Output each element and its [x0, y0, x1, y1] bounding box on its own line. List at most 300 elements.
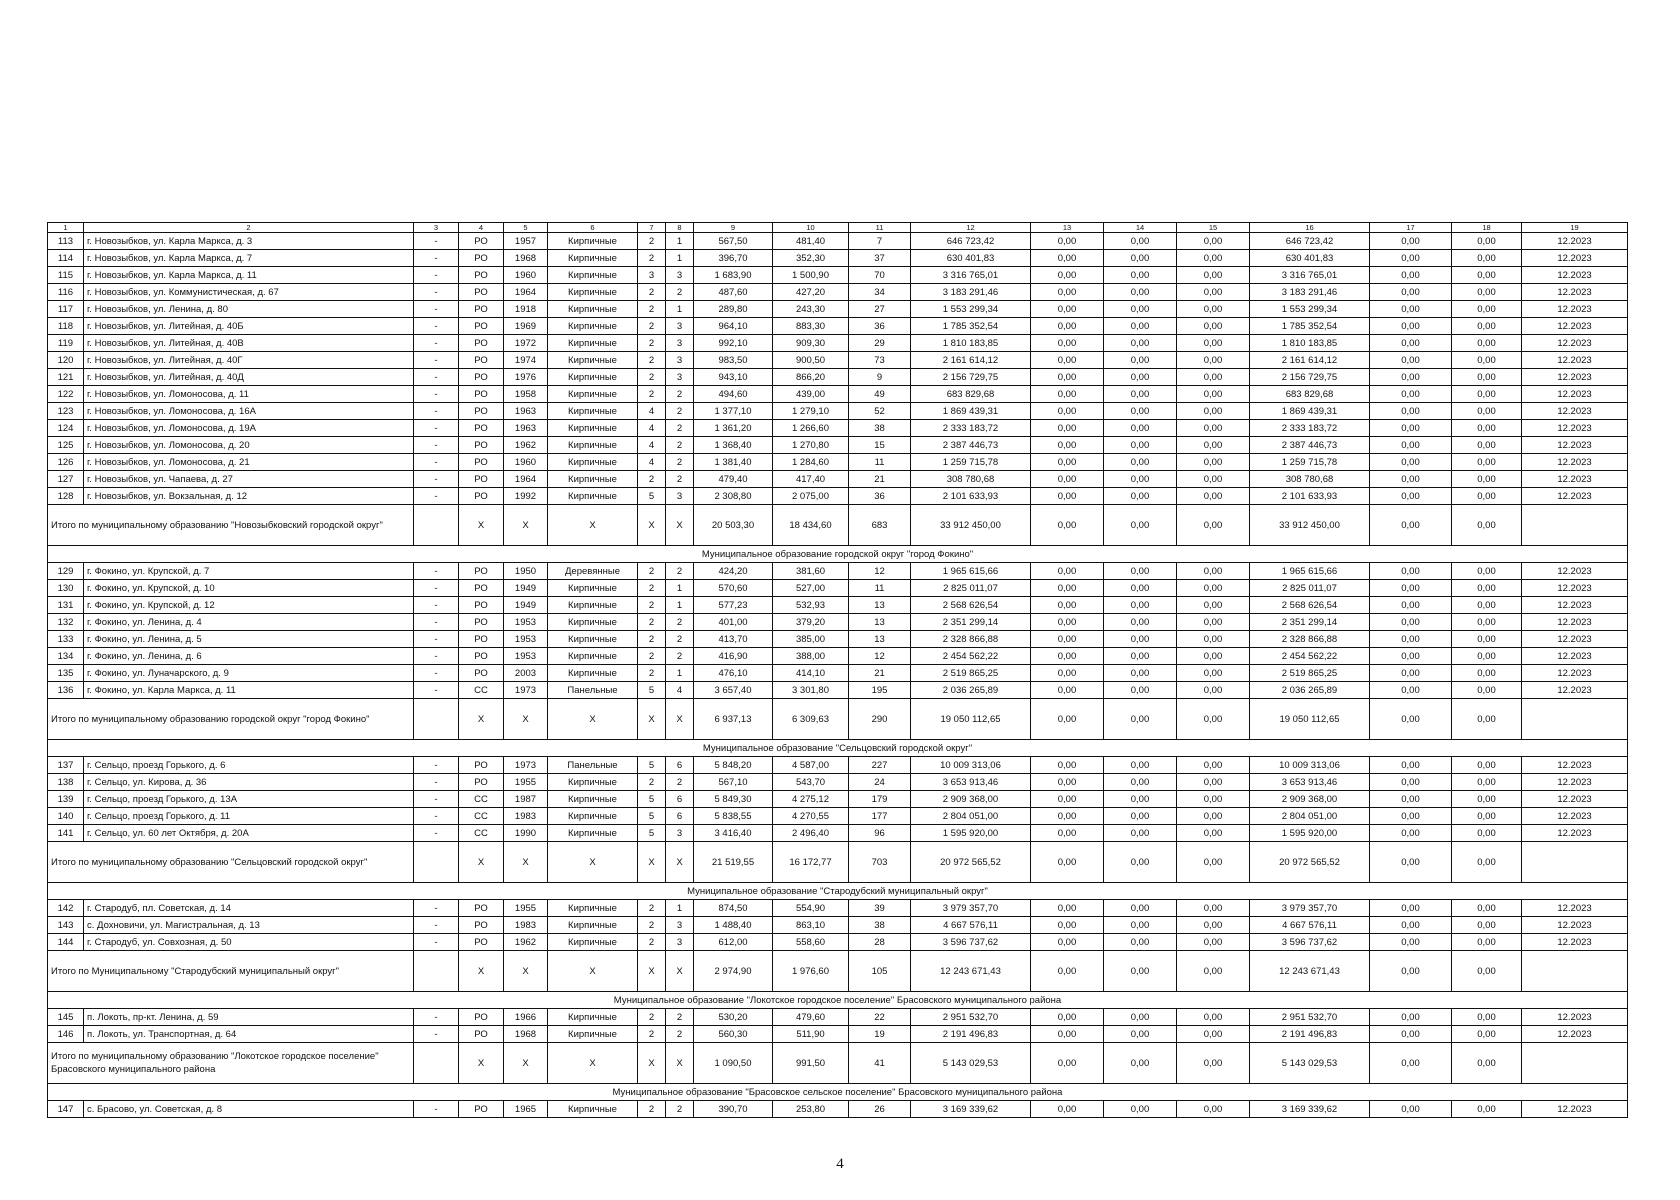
total-cell-col-13: 0,00	[1031, 699, 1104, 740]
cell-col-3: -	[414, 437, 459, 454]
cell-col-13: 0,00	[1031, 1009, 1104, 1026]
cell-col-17: 0,00	[1370, 580, 1452, 597]
cell-col-5: 1969	[504, 318, 548, 335]
cell-col-13: 0,00	[1031, 580, 1104, 597]
cell-col-6: Панельные	[548, 757, 638, 774]
cell-col-9: 570,60	[694, 580, 773, 597]
total-cell-col-10: 18 434,60	[773, 505, 849, 546]
cell-col-1: 123	[48, 403, 84, 420]
cell-col-4: СС	[459, 791, 504, 808]
cell-col-16: 3 979 357,70	[1250, 900, 1370, 917]
total-cell-col-4: X	[459, 951, 504, 992]
cell-col-9: 1 381,40	[694, 454, 773, 471]
section-title-row	[48, 883, 1628, 900]
cell-col-9: 494,60	[694, 386, 773, 403]
cell-col-13: 0,00	[1031, 825, 1104, 842]
table-row	[48, 403, 1628, 420]
total-cell-col-14: 0,00	[1104, 505, 1177, 546]
cell-col-3: -	[414, 386, 459, 403]
total-cell-col-19	[1522, 505, 1628, 546]
cell-col-16: 10 009 313,06	[1250, 757, 1370, 774]
cell-col-19: 12.2023	[1522, 369, 1628, 386]
cell-col-4: РО	[459, 580, 504, 597]
cell-col-18: 0,00	[1452, 335, 1522, 352]
cell-col-2: г. Новозыбков, ул. Коммунистическая, д. 67	[84, 284, 414, 301]
cell-col-7: 2	[638, 917, 666, 934]
total-cell-col-14: 0,00	[1104, 1043, 1177, 1084]
cell-col-18: 0,00	[1452, 318, 1522, 335]
total-cell-col-6: X	[548, 842, 638, 883]
cell-col-4: РО	[459, 1026, 504, 1043]
cell-col-10: 1 279,10	[773, 403, 849, 420]
cell-col-7: 2	[638, 665, 666, 682]
table-row	[48, 250, 1628, 267]
cell-col-2: г. Новозыбков, ул. Ломоносова, д. 19А	[84, 420, 414, 437]
cell-col-3: -	[414, 267, 459, 284]
cell-col-19: 12.2023	[1522, 403, 1628, 420]
column-header-13: 13	[1031, 223, 1104, 233]
cell-col-6: Кирпичные	[548, 917, 638, 934]
cell-col-1: 141	[48, 825, 84, 842]
cell-col-12: 2 161 614,12	[911, 352, 1031, 369]
column-header-7: 7	[638, 223, 666, 233]
cell-col-16: 1 595 920,00	[1250, 825, 1370, 842]
cell-col-18: 0,00	[1452, 682, 1522, 699]
cell-col-8: 3	[666, 825, 694, 842]
column-header-12: 12	[911, 223, 1031, 233]
cell-col-6: Кирпичные	[548, 825, 638, 842]
cell-col-11: 37	[849, 250, 911, 267]
cell-col-11: 12	[849, 563, 911, 580]
cell-col-19: 12.2023	[1522, 454, 1628, 471]
cell-col-11: 26	[849, 1101, 911, 1118]
cell-col-3: -	[414, 665, 459, 682]
cell-col-13: 0,00	[1031, 369, 1104, 386]
cell-col-8: 6	[666, 757, 694, 774]
total-cell-col-5: X	[504, 1043, 548, 1084]
cell-col-12: 2 328 866,88	[911, 631, 1031, 648]
cell-col-18: 0,00	[1452, 580, 1522, 597]
cell-col-2: г. Новозыбков, ул. Чапаева, д. 27	[84, 471, 414, 488]
cell-col-4: РО	[459, 488, 504, 505]
cell-col-11: 227	[849, 757, 911, 774]
column-header-5: 5	[504, 223, 548, 233]
cell-col-18: 0,00	[1452, 403, 1522, 420]
cell-col-12: 10 009 313,06	[911, 757, 1031, 774]
cell-col-14: 0,00	[1104, 488, 1177, 505]
cell-col-18: 0,00	[1452, 1026, 1522, 1043]
cell-col-17: 0,00	[1370, 488, 1452, 505]
cell-col-2: г. Фокино, ул. Ленина, д. 5	[84, 631, 414, 648]
cell-col-9: 964,10	[694, 318, 773, 335]
cell-col-16: 2 951 532,70	[1250, 1009, 1370, 1026]
cell-col-1: 120	[48, 352, 84, 369]
cell-col-6: Кирпичные	[548, 488, 638, 505]
cell-col-7: 2	[638, 1101, 666, 1118]
cell-col-17: 0,00	[1370, 233, 1452, 250]
total-cell-col-13: 0,00	[1031, 505, 1104, 546]
cell-col-5: 1968	[504, 250, 548, 267]
cell-col-8: 6	[666, 791, 694, 808]
total-cell-col-15: 0,00	[1177, 951, 1250, 992]
table-row	[48, 233, 1628, 250]
table-row	[48, 386, 1628, 403]
total-cell-col-12: 33 912 450,00	[911, 505, 1031, 546]
cell-col-14: 0,00	[1104, 791, 1177, 808]
cell-col-8: 2	[666, 437, 694, 454]
cell-col-14: 0,00	[1104, 386, 1177, 403]
cell-col-11: 38	[849, 917, 911, 934]
cell-col-7: 2	[638, 1009, 666, 1026]
cell-col-1: 116	[48, 284, 84, 301]
cell-col-17: 0,00	[1370, 917, 1452, 934]
document-sheet	[47, 222, 1627, 1118]
cell-col-8: 3	[666, 488, 694, 505]
cell-col-13: 0,00	[1031, 488, 1104, 505]
cell-col-10: 481,40	[773, 233, 849, 250]
table-row	[48, 631, 1628, 648]
cell-col-10: 558,60	[773, 934, 849, 951]
cell-col-10: 379,20	[773, 614, 849, 631]
cell-col-4: РО	[459, 233, 504, 250]
total-label: Итого по муниципальному образованию "Сельцовский городской округ"	[48, 842, 414, 883]
cell-col-7: 2	[638, 301, 666, 318]
cell-col-7: 2	[638, 934, 666, 951]
cell-col-4: РО	[459, 900, 504, 917]
cell-col-3: -	[414, 420, 459, 437]
cell-col-10: 883,30	[773, 318, 849, 335]
cell-col-10: 1 284,60	[773, 454, 849, 471]
cell-col-7: 4	[638, 403, 666, 420]
table-row	[48, 614, 1628, 631]
total-cell-col-18: 0,00	[1452, 951, 1522, 992]
cell-col-5: 1976	[504, 369, 548, 386]
cell-col-19: 12.2023	[1522, 774, 1628, 791]
cell-col-1: 133	[48, 631, 84, 648]
cell-col-14: 0,00	[1104, 284, 1177, 301]
cell-col-3: -	[414, 250, 459, 267]
housing-table	[47, 222, 1628, 1118]
cell-col-17: 0,00	[1370, 757, 1452, 774]
cell-col-13: 0,00	[1031, 1101, 1104, 1118]
total-cell-col-9: 21 519,55	[694, 842, 773, 883]
cell-col-18: 0,00	[1452, 1009, 1522, 1026]
cell-col-15: 0,00	[1177, 301, 1250, 318]
section-title-row	[48, 740, 1628, 757]
cell-col-3: -	[414, 369, 459, 386]
total-cell-col-12: 5 143 029,53	[911, 1043, 1031, 1084]
cell-col-18: 0,00	[1452, 665, 1522, 682]
cell-col-8: 2	[666, 563, 694, 580]
cell-col-12: 2 804 051,00	[911, 808, 1031, 825]
cell-col-18: 0,00	[1452, 614, 1522, 631]
cell-col-1: 131	[48, 597, 84, 614]
cell-col-9: 577,23	[694, 597, 773, 614]
cell-col-10: 4 587,00	[773, 757, 849, 774]
cell-col-11: 13	[849, 631, 911, 648]
section-title: Муниципальное образование "Сельцовский городской округ"	[48, 740, 1628, 757]
cell-col-5: 1964	[504, 471, 548, 488]
cell-col-19: 12.2023	[1522, 284, 1628, 301]
total-cell-col-19	[1522, 699, 1628, 740]
cell-col-16: 2 825 011,07	[1250, 580, 1370, 597]
cell-col-6: Кирпичные	[548, 631, 638, 648]
cell-col-15: 0,00	[1177, 682, 1250, 699]
cell-col-4: РО	[459, 301, 504, 318]
cell-col-3: -	[414, 808, 459, 825]
cell-col-5: 1963	[504, 403, 548, 420]
cell-col-2: г. Новозыбков, ул. Литейная, д. 40В	[84, 335, 414, 352]
cell-col-15: 0,00	[1177, 250, 1250, 267]
cell-col-2: г. Новозыбков, ул. Карла Маркса, д. 3	[84, 233, 414, 250]
cell-col-13: 0,00	[1031, 1026, 1104, 1043]
cell-col-15: 0,00	[1177, 900, 1250, 917]
cell-col-15: 0,00	[1177, 665, 1250, 682]
total-row	[48, 951, 1628, 992]
cell-col-8: 3	[666, 369, 694, 386]
cell-col-17: 0,00	[1370, 648, 1452, 665]
cell-col-18: 0,00	[1452, 420, 1522, 437]
cell-col-5: 1958	[504, 386, 548, 403]
cell-col-15: 0,00	[1177, 1009, 1250, 1026]
cell-col-10: 439,00	[773, 386, 849, 403]
total-cell-col-19	[1522, 951, 1628, 992]
cell-col-17: 0,00	[1370, 250, 1452, 267]
cell-col-3: -	[414, 454, 459, 471]
cell-col-7: 2	[638, 318, 666, 335]
table-row	[48, 774, 1628, 791]
cell-col-16: 3 183 291,46	[1250, 284, 1370, 301]
cell-col-10: 1 500,90	[773, 267, 849, 284]
cell-col-14: 0,00	[1104, 774, 1177, 791]
cell-col-8: 1	[666, 597, 694, 614]
cell-col-15: 0,00	[1177, 471, 1250, 488]
cell-col-19: 12.2023	[1522, 386, 1628, 403]
cell-col-14: 0,00	[1104, 437, 1177, 454]
cell-col-2: г. Сельцо, ул. Кирова, д. 36	[84, 774, 414, 791]
cell-col-16: 1 785 352,54	[1250, 318, 1370, 335]
total-cell-col-3	[414, 951, 459, 992]
cell-col-7: 2	[638, 233, 666, 250]
cell-col-17: 0,00	[1370, 437, 1452, 454]
cell-col-2: г. Новозыбков, ул. Карла Маркса, д. 7	[84, 250, 414, 267]
cell-col-16: 2 804 051,00	[1250, 808, 1370, 825]
cell-col-15: 0,00	[1177, 791, 1250, 808]
cell-col-11: 13	[849, 614, 911, 631]
cell-col-1: 118	[48, 318, 84, 335]
cell-col-9: 2 308,80	[694, 488, 773, 505]
cell-col-11: 36	[849, 318, 911, 335]
cell-col-6: Кирпичные	[548, 648, 638, 665]
cell-col-7: 2	[638, 597, 666, 614]
cell-col-18: 0,00	[1452, 774, 1522, 791]
cell-col-18: 0,00	[1452, 301, 1522, 318]
total-cell-col-18: 0,00	[1452, 1043, 1522, 1084]
total-cell-col-5: X	[504, 842, 548, 883]
cell-col-12: 2 454 562,22	[911, 648, 1031, 665]
cell-col-13: 0,00	[1031, 352, 1104, 369]
cell-col-9: 874,50	[694, 900, 773, 917]
cell-col-12: 308 780,68	[911, 471, 1031, 488]
cell-col-17: 0,00	[1370, 900, 1452, 917]
cell-col-16: 4 667 576,11	[1250, 917, 1370, 934]
cell-col-17: 0,00	[1370, 1009, 1452, 1026]
total-cell-col-17: 0,00	[1370, 842, 1452, 883]
cell-col-1: 113	[48, 233, 84, 250]
cell-col-5: 1960	[504, 267, 548, 284]
cell-col-3: -	[414, 791, 459, 808]
total-label: Итого по муниципальному образованию "Новозыбковский городской округ"	[48, 505, 414, 546]
total-cell-col-4: X	[459, 699, 504, 740]
cell-col-3: -	[414, 284, 459, 301]
cell-col-1: 144	[48, 934, 84, 951]
cell-col-9: 560,30	[694, 1026, 773, 1043]
cell-col-15: 0,00	[1177, 1026, 1250, 1043]
cell-col-3: -	[414, 471, 459, 488]
cell-col-9: 479,40	[694, 471, 773, 488]
cell-col-13: 0,00	[1031, 597, 1104, 614]
total-cell-col-9: 1 090,50	[694, 1043, 773, 1084]
cell-col-16: 1 869 439,31	[1250, 403, 1370, 420]
cell-col-13: 0,00	[1031, 808, 1104, 825]
cell-col-1: 115	[48, 267, 84, 284]
cell-col-12: 630 401,83	[911, 250, 1031, 267]
cell-col-19: 12.2023	[1522, 580, 1628, 597]
cell-col-14: 0,00	[1104, 934, 1177, 951]
cell-col-15: 0,00	[1177, 614, 1250, 631]
cell-col-5: 1962	[504, 437, 548, 454]
cell-col-3: -	[414, 1009, 459, 1026]
cell-col-13: 0,00	[1031, 284, 1104, 301]
cell-col-5: 1949	[504, 597, 548, 614]
cell-col-7: 2	[638, 386, 666, 403]
cell-col-1: 137	[48, 757, 84, 774]
cell-col-18: 0,00	[1452, 386, 1522, 403]
total-cell-col-13: 0,00	[1031, 842, 1104, 883]
cell-col-13: 0,00	[1031, 648, 1104, 665]
cell-col-11: 11	[849, 580, 911, 597]
cell-col-17: 0,00	[1370, 1026, 1452, 1043]
cell-col-1: 127	[48, 471, 84, 488]
cell-col-6: Кирпичные	[548, 403, 638, 420]
cell-col-13: 0,00	[1031, 791, 1104, 808]
total-cell-col-10: 991,50	[773, 1043, 849, 1084]
cell-col-7: 2	[638, 900, 666, 917]
cell-col-14: 0,00	[1104, 318, 1177, 335]
cell-col-5: 1953	[504, 631, 548, 648]
cell-col-8: 3	[666, 934, 694, 951]
total-cell-col-9: 20 503,30	[694, 505, 773, 546]
cell-col-12: 3 653 913,46	[911, 774, 1031, 791]
cell-col-5: 1949	[504, 580, 548, 597]
cell-col-11: 52	[849, 403, 911, 420]
table-row	[48, 301, 1628, 318]
cell-col-6: Кирпичные	[548, 580, 638, 597]
cell-col-8: 4	[666, 682, 694, 699]
total-cell-col-3	[414, 1043, 459, 1084]
cell-col-5: 1962	[504, 934, 548, 951]
cell-col-8: 1	[666, 665, 694, 682]
cell-col-19: 12.2023	[1522, 597, 1628, 614]
cell-col-14: 0,00	[1104, 597, 1177, 614]
cell-col-13: 0,00	[1031, 250, 1104, 267]
cell-col-2: г. Новозыбков, ул. Вокзальная, д. 12	[84, 488, 414, 505]
column-header-15: 15	[1177, 223, 1250, 233]
cell-col-11: 21	[849, 665, 911, 682]
cell-col-18: 0,00	[1452, 808, 1522, 825]
total-cell-col-10: 1 976,60	[773, 951, 849, 992]
cell-col-18: 0,00	[1452, 471, 1522, 488]
cell-col-18: 0,00	[1452, 825, 1522, 842]
cell-col-7: 5	[638, 488, 666, 505]
cell-col-3: -	[414, 774, 459, 791]
cell-col-6: Кирпичные	[548, 808, 638, 825]
cell-col-6: Кирпичные	[548, 335, 638, 352]
cell-col-17: 0,00	[1370, 614, 1452, 631]
total-cell-col-7: X	[638, 842, 666, 883]
cell-col-19: 12.2023	[1522, 917, 1628, 934]
cell-col-4: РО	[459, 267, 504, 284]
cell-col-12: 4 667 576,11	[911, 917, 1031, 934]
cell-col-15: 0,00	[1177, 488, 1250, 505]
cell-col-18: 0,00	[1452, 454, 1522, 471]
cell-col-15: 0,00	[1177, 563, 1250, 580]
column-header-16: 16	[1250, 223, 1370, 233]
cell-col-5: 1953	[504, 648, 548, 665]
cell-col-14: 0,00	[1104, 250, 1177, 267]
cell-col-2: г. Фокино, ул. Карла Маркса, д. 11	[84, 682, 414, 699]
cell-col-4: РО	[459, 1101, 504, 1118]
cell-col-1: 124	[48, 420, 84, 437]
cell-col-14: 0,00	[1104, 757, 1177, 774]
cell-col-12: 2 387 446,73	[911, 437, 1031, 454]
cell-col-18: 0,00	[1452, 597, 1522, 614]
cell-col-19: 12.2023	[1522, 665, 1628, 682]
cell-col-18: 0,00	[1452, 1101, 1522, 1118]
cell-col-12: 2 825 011,07	[911, 580, 1031, 597]
total-cell-col-7: X	[638, 699, 666, 740]
total-cell-col-19	[1522, 1043, 1628, 1084]
cell-col-15: 0,00	[1177, 648, 1250, 665]
cell-col-9: 3 416,40	[694, 825, 773, 842]
cell-col-7: 2	[638, 563, 666, 580]
section-title-row	[48, 992, 1628, 1009]
cell-col-12: 1 810 183,85	[911, 335, 1031, 352]
cell-col-15: 0,00	[1177, 318, 1250, 335]
total-cell-col-4: X	[459, 505, 504, 546]
cell-col-15: 0,00	[1177, 267, 1250, 284]
cell-col-4: РО	[459, 563, 504, 580]
cell-col-11: 49	[849, 386, 911, 403]
cell-col-5: 1972	[504, 335, 548, 352]
cell-col-7: 5	[638, 682, 666, 699]
cell-col-1: 114	[48, 250, 84, 267]
cell-col-7: 2	[638, 471, 666, 488]
cell-col-18: 0,00	[1452, 233, 1522, 250]
cell-col-17: 0,00	[1370, 284, 1452, 301]
cell-col-2: г. Новозыбков, ул. Карла Маркса, д. 11	[84, 267, 414, 284]
cell-col-16: 2 351 299,14	[1250, 614, 1370, 631]
cell-col-5: 2003	[504, 665, 548, 682]
total-cell-col-16: 20 972 565,52	[1250, 842, 1370, 883]
cell-col-2: г. Фокино, ул. Ленина, д. 4	[84, 614, 414, 631]
cell-col-9: 390,70	[694, 1101, 773, 1118]
column-header-3: 3	[414, 223, 459, 233]
cell-col-9: 612,00	[694, 934, 773, 951]
cell-col-11: 21	[849, 471, 911, 488]
cell-col-5: 1974	[504, 352, 548, 369]
cell-col-4: РО	[459, 335, 504, 352]
